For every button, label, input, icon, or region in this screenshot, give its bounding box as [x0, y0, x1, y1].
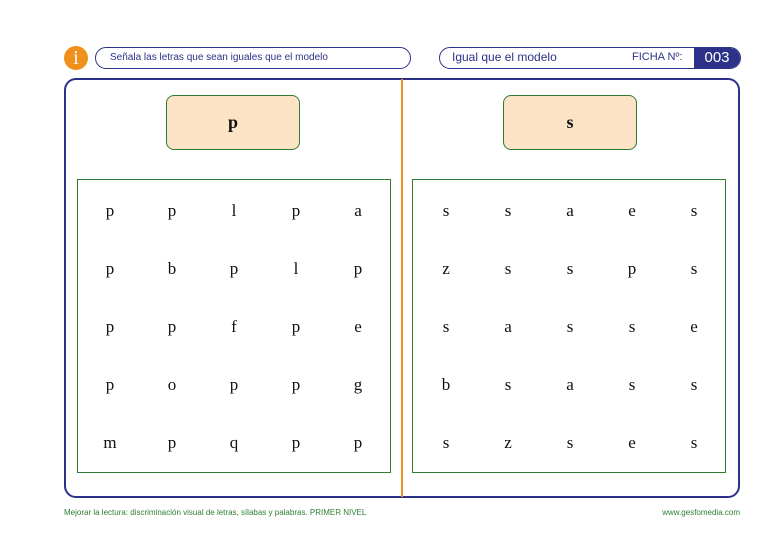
letter-cell[interactable]: z — [442, 259, 450, 278]
letter-cell[interactable]: p — [291, 433, 301, 452]
letter-cell[interactable]: e — [628, 433, 636, 452]
letter-cell[interactable]: o — [167, 375, 177, 394]
letter-cell[interactable]: l — [293, 259, 299, 278]
letter-cell[interactable]: p — [229, 375, 239, 394]
model-letter-left: p — [166, 95, 300, 150]
letter-cell[interactable]: s — [690, 375, 698, 394]
letter-cell[interactable]: s — [504, 201, 512, 220]
letter-cell[interactable]: a — [566, 201, 574, 220]
letter-cell[interactable]: s — [504, 259, 512, 278]
letter-cell[interactable]: e — [628, 201, 636, 220]
model-letter-right: s — [503, 95, 637, 150]
letter-cell[interactable]: s — [690, 259, 698, 278]
letter-cell[interactable]: s — [442, 317, 450, 336]
letter-cell[interactable]: f — [231, 317, 237, 336]
letter-cell[interactable]: g — [353, 375, 363, 394]
ficha-label: FICHA Nº: — [632, 51, 683, 63]
footer-website: www.gesfomedia.com — [662, 508, 740, 517]
letter-cell[interactable]: s — [566, 259, 574, 278]
letter-cell[interactable]: e — [354, 317, 362, 336]
letter-cell[interactable]: p — [105, 259, 115, 278]
letter-cell[interactable]: p — [353, 259, 363, 278]
letter-cell[interactable]: b — [441, 375, 451, 394]
letter-cell[interactable]: e — [690, 317, 698, 336]
letter-cell[interactable]: p — [167, 317, 177, 336]
letter-cell[interactable]: s — [504, 375, 512, 394]
letter-cell[interactable]: s — [690, 201, 698, 220]
letter-cell[interactable]: s — [566, 317, 574, 336]
letter-cell[interactable]: s — [442, 433, 450, 452]
letter-cell[interactable]: a — [354, 201, 362, 220]
worksheet-title: Igual que el modelo — [452, 50, 557, 64]
letter-cell[interactable]: p — [105, 375, 115, 394]
letter-cell[interactable]: p — [291, 201, 301, 220]
letter-cell[interactable]: p — [167, 201, 177, 220]
letter-cell[interactable]: p — [229, 259, 239, 278]
letter-cell[interactable]: q — [229, 433, 239, 452]
letter-cell[interactable]: a — [504, 317, 512, 336]
letter-cell[interactable]: z — [504, 433, 512, 452]
letter-cell[interactable]: p — [353, 433, 363, 452]
info-icon: i — [64, 46, 88, 70]
center-divider — [401, 79, 403, 497]
letter-cell[interactable]: p — [167, 433, 177, 452]
footer-description: Mejorar la lectura: discriminación visual de letras, sílabas y palabras. PRIMER NIVEL — [64, 508, 367, 517]
header-title-box — [439, 47, 741, 69]
letter-cell[interactable]: p — [291, 375, 301, 394]
letter-cell[interactable]: a — [566, 375, 574, 394]
letter-cell[interactable]: s — [566, 433, 574, 452]
letter-cell[interactable]: p — [627, 259, 637, 278]
letter-cell[interactable]: s — [690, 433, 698, 452]
letter-cell[interactable]: s — [628, 317, 636, 336]
letter-cell[interactable]: p — [291, 317, 301, 336]
letter-cell[interactable]: s — [442, 201, 450, 220]
ficha-number: 003 — [694, 48, 740, 68]
letter-cell[interactable]: l — [231, 201, 237, 220]
instruction-text: Señala las letras que sean iguales que el modelo — [95, 47, 411, 69]
letter-cell[interactable]: p — [105, 317, 115, 336]
letter-cell[interactable]: m — [103, 433, 117, 452]
letter-cell[interactable]: s — [628, 375, 636, 394]
letter-cell[interactable]: p — [105, 201, 115, 220]
letter-cell[interactable]: b — [167, 259, 177, 278]
